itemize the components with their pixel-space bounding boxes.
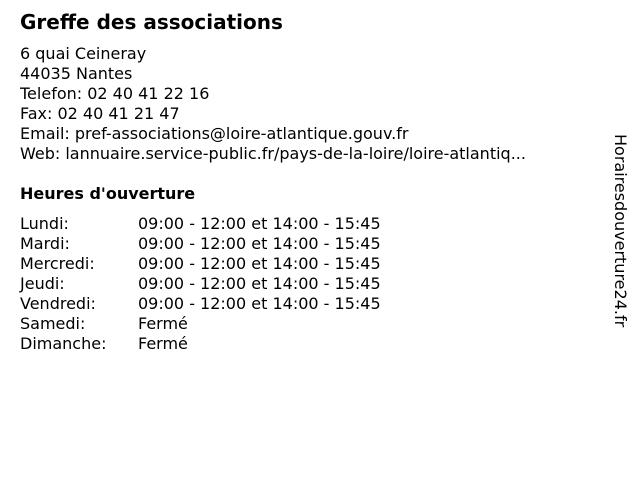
opening-hours-table [20, 214, 381, 354]
address-city: 44035 Nantes [20, 64, 133, 83]
day-hours: 09:00 - 12:00 et 14:00 - 15:45 [138, 234, 381, 253]
hours-row-friday [20, 294, 381, 314]
opening-hours-title: Heures d'ouverture [20, 184, 196, 203]
site-watermark: Horairesdouverture24.fr [611, 134, 630, 328]
contact-block [20, 44, 595, 164]
hours-row-saturday [20, 314, 381, 334]
address-street: 6 quai Ceineray [20, 44, 147, 63]
day-hours: 09:00 - 12:00 et 14:00 - 15:45 [138, 254, 381, 273]
hours-row-thursday [20, 274, 381, 294]
email-address: Email: pref-associations@loire-atlantique.gouv.fr [20, 124, 409, 143]
day-label: Jeudi: [20, 274, 65, 293]
day-label: Dimanche: [20, 334, 107, 353]
day-hours: 09:00 - 12:00 et 14:00 - 15:45 [138, 274, 381, 293]
fax-number: Fax: 02 40 41 21 47 [20, 104, 180, 123]
day-label: Vendredi: [20, 294, 96, 313]
day-hours: 09:00 - 12:00 et 14:00 - 15:45 [138, 214, 381, 233]
day-hours: Fermé [138, 314, 188, 333]
day-label: Samedi: [20, 314, 86, 333]
phone-number: Telefon: 02 40 41 22 16 [20, 84, 210, 103]
hours-row-sunday [20, 334, 381, 354]
hours-row-tuesday [20, 234, 381, 254]
day-label: Lundi: [20, 214, 69, 233]
hours-row-wednesday [20, 254, 381, 274]
page-title: Greffe des associations [20, 10, 283, 34]
day-hours: 09:00 - 12:00 et 14:00 - 15:45 [138, 294, 381, 313]
website-address: Web: lannuaire.service-public.fr/pays-de-la-loire/loire-atlantiq... [20, 144, 526, 163]
day-hours: Fermé [138, 334, 188, 353]
hours-row-monday [20, 214, 381, 234]
day-label: Mercredi: [20, 254, 95, 273]
day-label: Mardi: [20, 234, 70, 253]
